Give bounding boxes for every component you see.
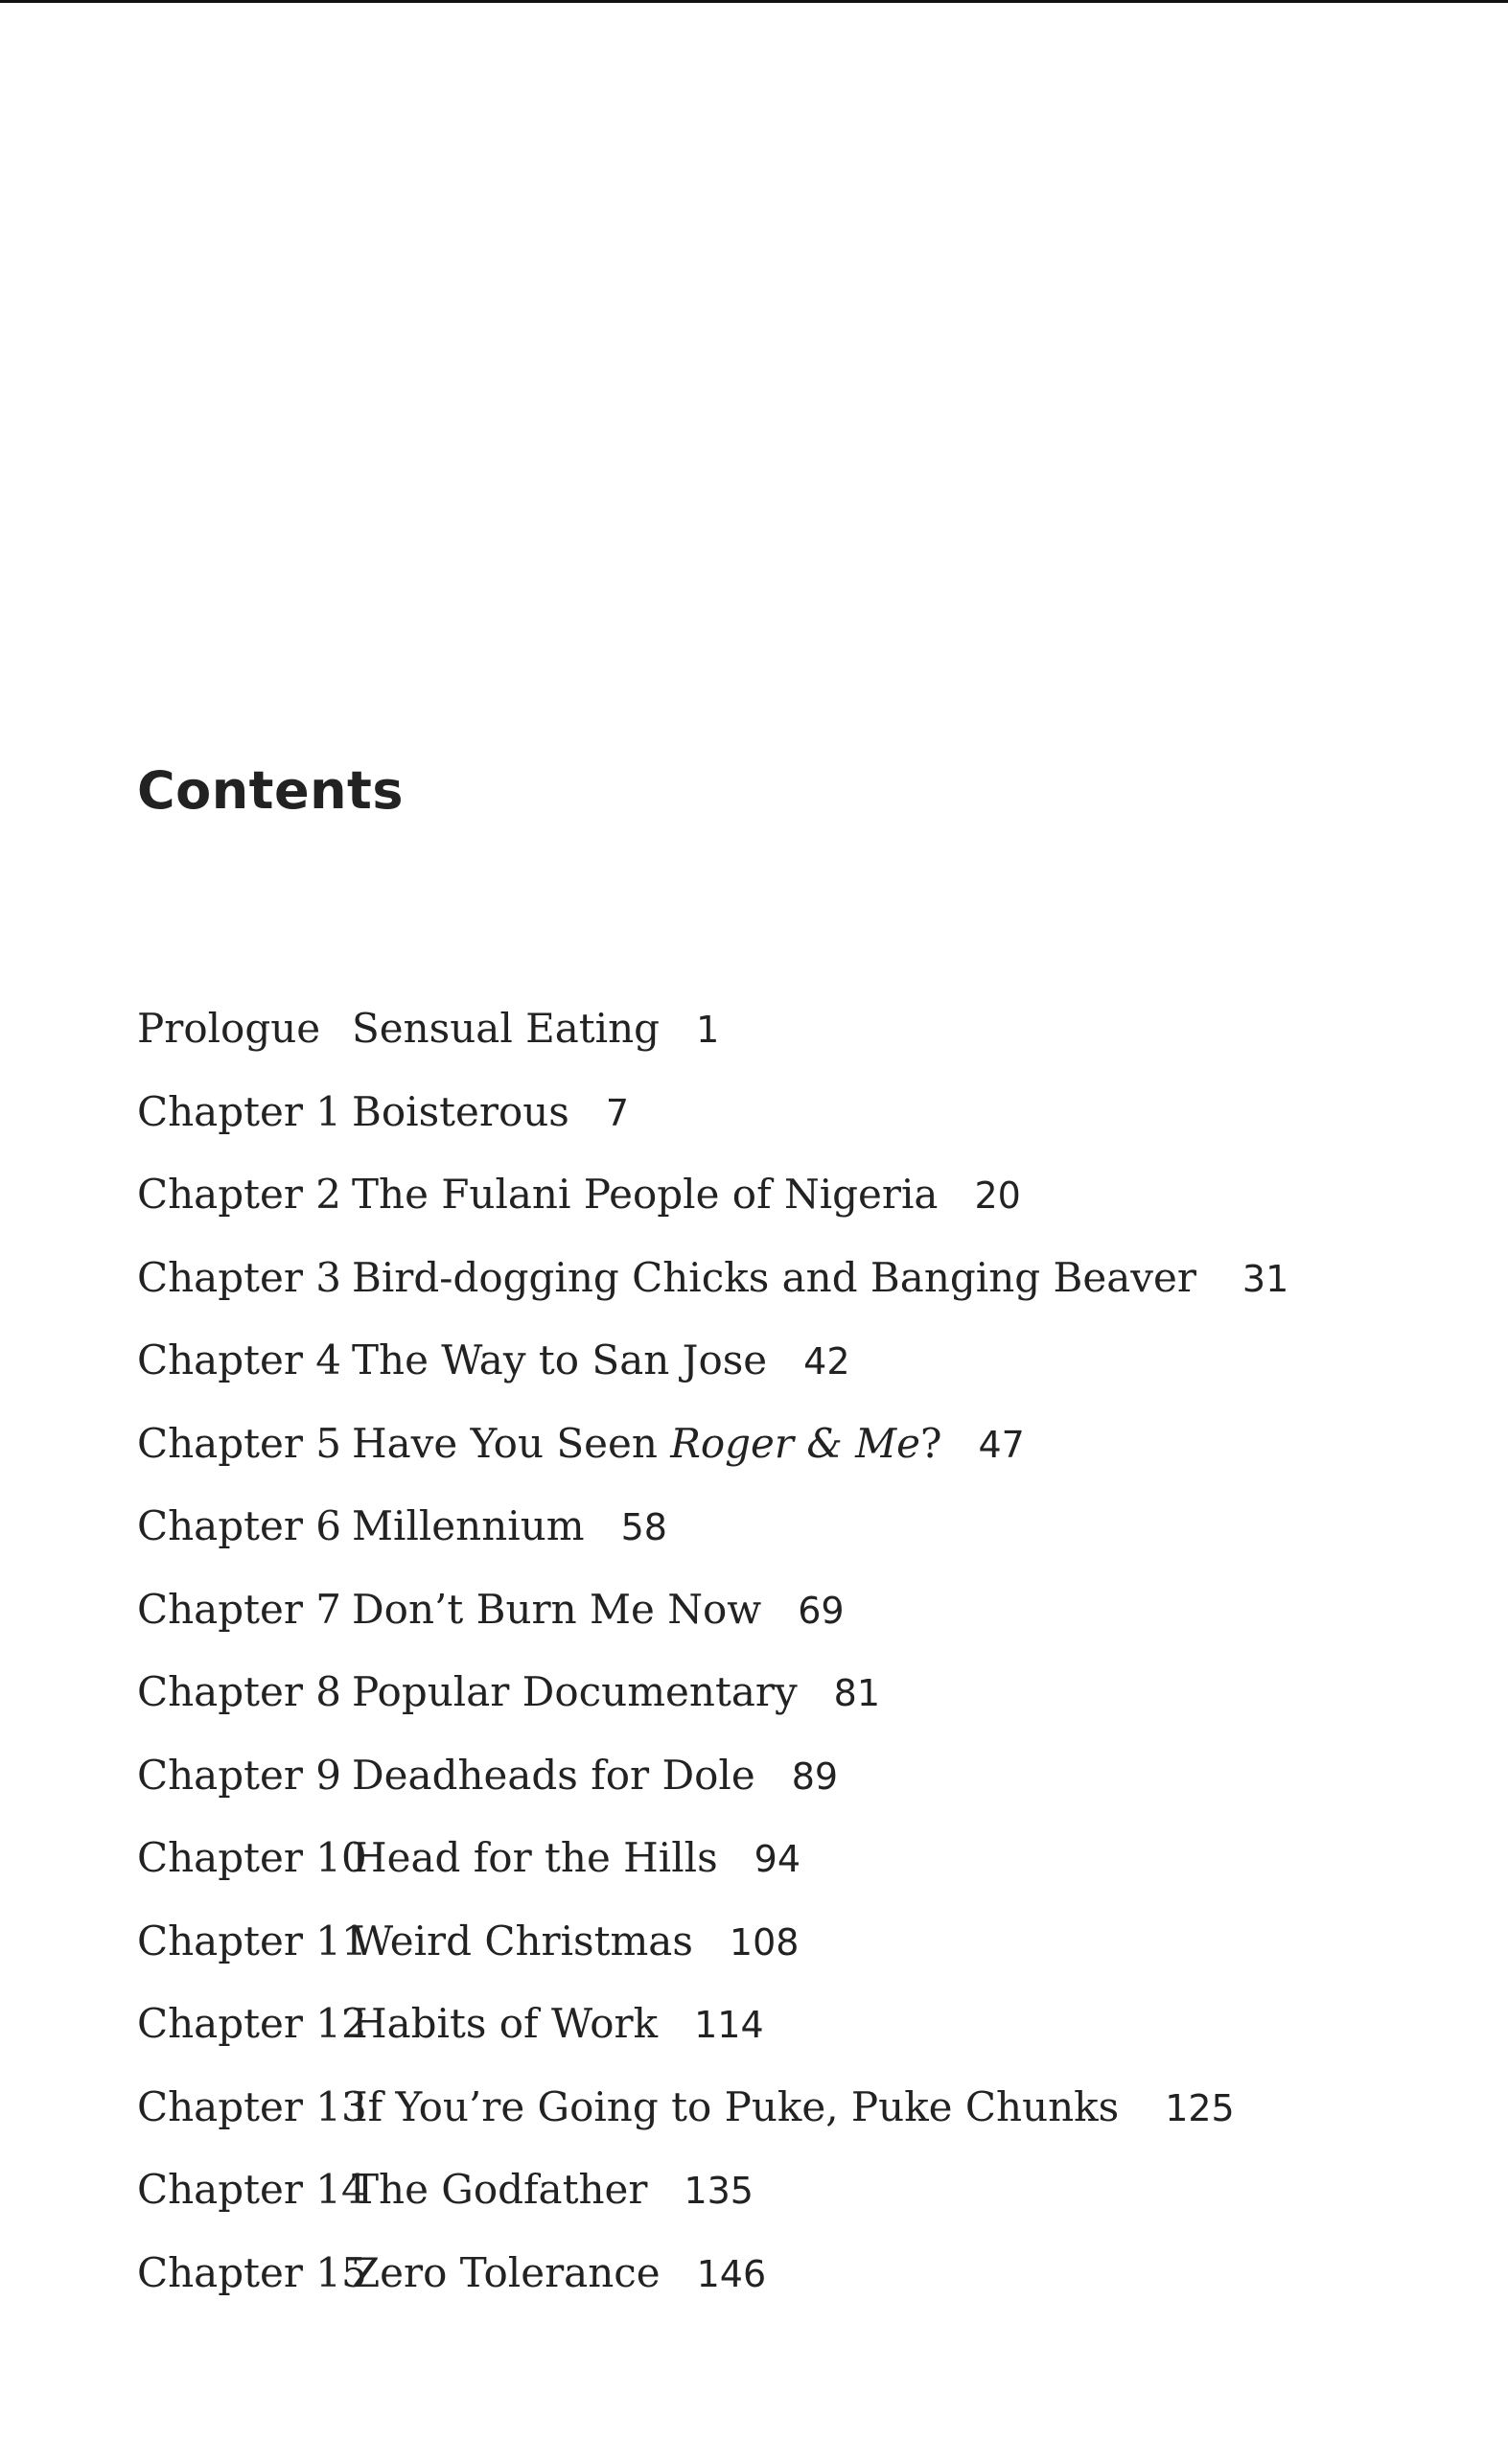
entry-label: Chapter 12 (137, 2000, 367, 2047)
entry-page-number: 7 (605, 1091, 630, 1134)
entry-title: Habits of Work (352, 2000, 659, 2047)
entry-title: Don’t Burn Me Now (352, 1585, 762, 1633)
toc-entry-chapter-4[interactable] (0, 1333, 1508, 1416)
entry-page-number: 108 (729, 1920, 800, 1964)
entry-title: Zero Tolerance (352, 2248, 661, 2296)
toc-entry-prologue[interactable] (0, 1001, 1508, 1084)
entry-label: Chapter 7 (137, 1585, 341, 1633)
entry-title: The Way to San Jose (352, 1337, 768, 1383)
entry-text (352, 1167, 1021, 1232)
entry-title: The Fulani People of Nigeria (352, 1171, 939, 1218)
toc-entry-chapter-2[interactable] (0, 1167, 1508, 1250)
entry-text (352, 1001, 719, 1066)
entry-text (352, 1914, 799, 1979)
entry-text (352, 1333, 850, 1398)
entry-label: Chapter 14 (137, 2166, 367, 2213)
entry-label: Prologue (137, 1005, 321, 1052)
toc-entry-chapter-5[interactable] (0, 1416, 1508, 1499)
entry-title: Millennium (352, 1502, 585, 1549)
entry-title: Boisterous (352, 1087, 569, 1135)
entry-page-number: 94 (754, 1838, 800, 1880)
top-rule (0, 0, 1508, 3)
toc-entry-chapter-15[interactable] (0, 2245, 1508, 2329)
entry-title: Bird-dogging Chicks and Banging Beaver (352, 1253, 1196, 1301)
entry-page-number: 89 (791, 1755, 839, 1798)
entry-title-suffix: ? (919, 1419, 942, 1467)
entry-page-number: 114 (694, 2004, 764, 2046)
entry-label: Chapter 2 (137, 1171, 341, 1218)
entry-label: Chapter 6 (137, 1502, 341, 1549)
entry-page-number: 42 (803, 1340, 850, 1383)
toc-entry-chapter-14[interactable] (0, 2162, 1508, 2245)
entry-label: Chapter 11 (137, 1917, 367, 1964)
entry-text (352, 1830, 800, 1895)
entry-page-number: 47 (978, 1423, 1025, 1466)
toc-entry-chapter-7[interactable] (0, 1582, 1508, 1665)
entry-text (352, 2245, 766, 2311)
entry-page-number: 125 (1165, 2086, 1235, 2129)
entry-label: Chapter 10 (137, 1834, 367, 1881)
entry-text (352, 1250, 1288, 1315)
entry-title: Deadheads for Dole (352, 1751, 755, 1799)
entry-text (352, 2080, 1235, 2145)
entry-page-number: 20 (974, 1174, 1021, 1217)
page-title: Contents (137, 760, 405, 821)
entry-text (352, 1748, 838, 1813)
entry-text (352, 2162, 754, 2227)
toc-entry-chapter-13[interactable] (0, 2080, 1508, 2163)
entry-title: Sensual Eating (352, 1005, 661, 1052)
table-of-contents (0, 1001, 1508, 2328)
toc-entry-chapter-11[interactable] (0, 1914, 1508, 1997)
toc-entry-chapter-1[interactable] (0, 1084, 1508, 1168)
entry-page-number: 146 (696, 2252, 767, 2295)
entry-label: Chapter 4 (137, 1337, 341, 1383)
entry-text (352, 1416, 1025, 1481)
toc-entry-chapter-3[interactable] (0, 1250, 1508, 1334)
entry-text (352, 1996, 764, 2061)
entry-page-number: 69 (798, 1589, 845, 1632)
entry-page-number: 1 (696, 1009, 720, 1051)
entry-page-number: 135 (684, 2170, 754, 2212)
entry-page-number: 81 (833, 1672, 881, 1714)
entry-label: Chapter 5 (137, 1419, 341, 1467)
entry-text (352, 1664, 880, 1730)
entry-label: Chapter 3 (137, 1253, 341, 1301)
toc-entry-chapter-8[interactable] (0, 1664, 1508, 1748)
entry-label: Chapter 13 (137, 2082, 367, 2130)
toc-entry-chapter-9[interactable] (0, 1748, 1508, 1831)
entry-label: Chapter 15 (137, 2248, 367, 2296)
entry-title-prefix: Have You Seen (352, 1419, 671, 1467)
entry-label: Chapter 1 (137, 1087, 341, 1135)
entry-text (352, 1499, 667, 1564)
entry-title: Head for the Hills (352, 1834, 718, 1881)
entry-page-number: 31 (1241, 1257, 1289, 1300)
toc-entry-chapter-12[interactable] (0, 1996, 1508, 2080)
toc-entry-chapter-6[interactable] (0, 1499, 1508, 1582)
entry-text (352, 1084, 629, 1150)
entry-label: Chapter 8 (137, 1668, 341, 1715)
entry-title: Weird Christmas (352, 1917, 693, 1964)
entry-label: Chapter 9 (137, 1751, 341, 1799)
entry-title: If You’re Going to Puke, Puke Chunks (352, 2082, 1120, 2130)
entry-title: The Godfather (352, 2166, 648, 2213)
toc-entry-chapter-10[interactable] (0, 1830, 1508, 1914)
entry-title: Popular Documentary (352, 1668, 798, 1715)
entry-text (352, 1582, 845, 1647)
entry-title-italic: Roger & Me (670, 1419, 920, 1467)
entry-page-number: 58 (620, 1506, 667, 1548)
